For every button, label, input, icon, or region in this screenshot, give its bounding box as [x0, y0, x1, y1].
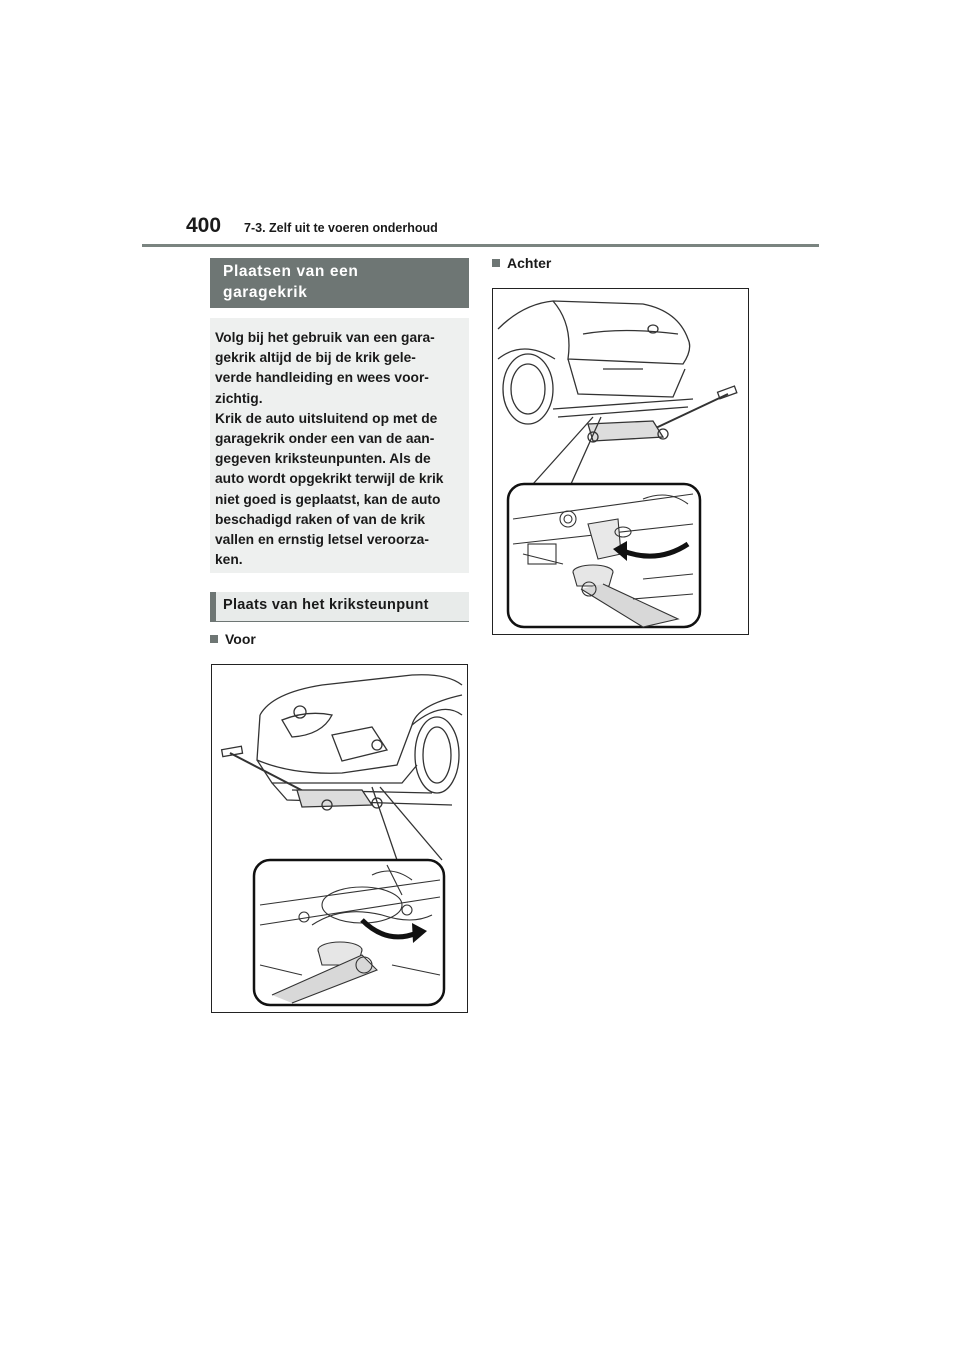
heading-bar [210, 592, 216, 621]
rear-jack-point-illustration [492, 288, 749, 635]
heading-garage-jack-text: Plaatsen van een garagekrik [223, 263, 359, 301]
heading-jack-points-text: Plaats van het kriksteunpunt [223, 597, 429, 613]
heading-garage-jack [210, 258, 469, 308]
warning-text: Volg bij het gebruik van een gara- gekrik altijd de bij de krik gele- verde handleiding en wees voor- zichtig. Krik de auto uitsluitend op met de garagekrik onder een van de aan- gegeven kriksteunpunten. Als de auto wordt opgekrikt terwijl de krik niet goed is geplaatst, kan de auto beschadigd raken of van de krik vallen en ernstig letsel veroorza- ken. [215, 330, 444, 568]
square-bullet-icon [210, 635, 218, 643]
front-jack-point-illustration [211, 664, 468, 1013]
warning-box [210, 318, 469, 573]
square-bullet-icon [492, 259, 500, 267]
heading-jack-points [210, 592, 469, 622]
front-car-drawing [212, 665, 467, 1012]
rear-car-drawing [493, 289, 748, 634]
rear-label-text: Achter [507, 255, 552, 271]
section-title: 7-3. Zelf uit te voeren onderhoud [244, 221, 438, 235]
page-number: 400 [186, 214, 222, 237]
front-label-text: Voor [225, 631, 256, 647]
rear-label [492, 255, 551, 271]
front-label [210, 631, 256, 647]
header-rule [142, 244, 819, 247]
